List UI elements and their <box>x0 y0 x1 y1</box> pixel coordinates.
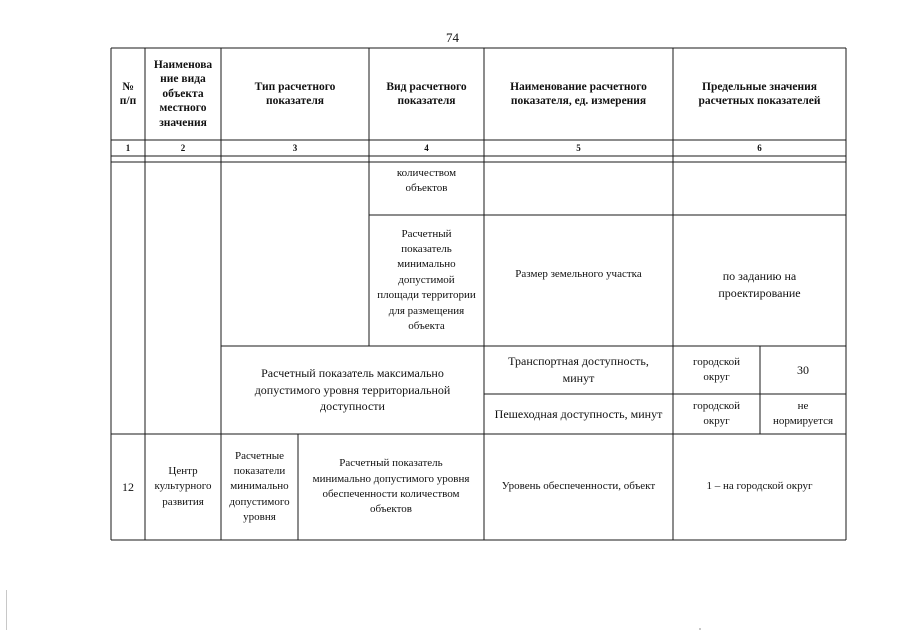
scan-artifact <box>699 628 701 630</box>
transport-access-unit: городской округ <box>692 355 741 383</box>
header-limit-values: Предельные значения расчетных показателей <box>698 80 821 107</box>
row-12-indicator-kind: Расчетный показатель минимально допустимого уровня обеспеченности количеством объектов <box>312 457 470 516</box>
land-indicator-value: по заданию на проектирование <box>718 269 801 300</box>
row-12-indicator-value: 1 – на городской округ <box>706 480 813 493</box>
land-indicator-name: Размер земельного участка <box>515 268 642 281</box>
column-number-1: 1 <box>125 142 131 153</box>
row-12-object-name: Центр культурного развития <box>154 464 212 508</box>
header-number: № п/п <box>119 80 137 107</box>
column-number-4: 4 <box>424 142 429 153</box>
transport-access-name: Транспортная доступность, минут <box>508 354 649 385</box>
column-number-6: 6 <box>757 142 762 153</box>
continuation-cell: количеством объектов <box>396 167 457 195</box>
walking-access-name: Пешеходная доступность, минут <box>494 406 663 421</box>
walking-access-value: не нормируется <box>772 399 834 427</box>
accessibility-indicator-type: Расчетный показатель максимально допустимого уровня территориальной доступности <box>254 365 451 414</box>
column-number-2: 2 <box>180 142 186 153</box>
land-indicator-kind: Расчетный показатель минимально допустимой площади территории для размещения объекта <box>377 227 476 332</box>
header-indicator-name: Наименование расчетного показателя, ед. измерения <box>510 80 647 107</box>
row-12-indicator-type: Расчетные показатели минимально допустимого уровня <box>229 449 290 524</box>
scan-artifact <box>6 590 7 630</box>
row-12-number: 12 <box>122 479 134 494</box>
page-number: 74 <box>446 30 459 45</box>
header-indicator-kind: Вид расчетного показателя <box>386 80 467 107</box>
transport-access-value: 30 <box>797 362 809 377</box>
column-number-3: 3 <box>292 142 298 153</box>
header-indicator-type: Тип расчетного показателя <box>254 80 336 107</box>
row-12-indicator-name: Уровень обеспеченности, объект <box>501 480 656 493</box>
walking-access-unit: городской округ <box>692 399 741 427</box>
column-number-5: 5 <box>576 142 581 153</box>
header-object-name: Наименова ние вида объекта местного значения <box>153 59 213 129</box>
